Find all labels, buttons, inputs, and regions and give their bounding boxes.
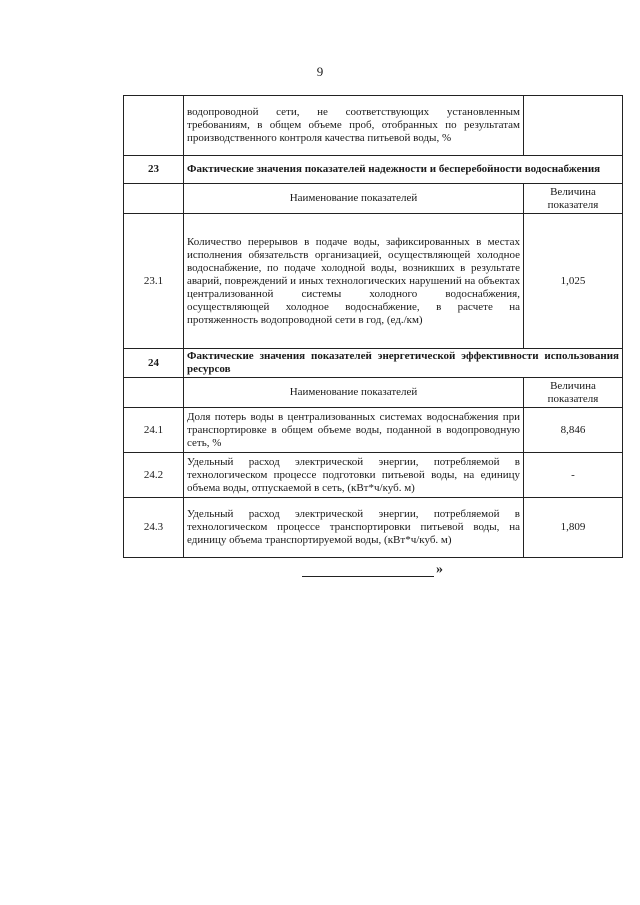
section-title: Фактические значения показателей надежности и бесперебойности водоснабжения [184,156,623,184]
table-row [124,96,623,156]
row-number-cell: 24.3 [124,498,184,558]
closing-underline [302,576,434,577]
table-row [124,408,623,453]
section-number: 24 [124,349,184,378]
closing-quote-mark: » [436,562,443,577]
section-number: 23 [124,156,184,184]
indicator-name-cell: Удельный расход электрической энергии, потребляемой в технологическом процессе транспортировки питьевой воды, на единицу объема транспортируемой воды, (кВт*ч/куб. м) [184,498,524,558]
header-row [124,378,623,408]
page-number: 9 [316,64,324,79]
indicator-name-cell: Удельный расход электрической энергии, потребляемой в технологическом процессе подготовки питьевой воды, на единицу объема воды, отпускаемой в сеть, (кВт*ч/куб. м) [184,453,524,498]
indicator-name-cell: Количество перерывов в подаче воды, зафиксированных в местах исполнения обязательств организацией, осуществляющей холодное водоснабжение, по подаче холодной воды, возникших в результате аварий, повреждений и иных технологических нарушений на объектах централизованной системы холодного водоснабжения, осуществляющей холодное водоснабжение, в расчете на протяженность водопроводной сети в год, (ед./км) [184,214,524,349]
indicator-name-cell: водопроводной сети, не соответствующих установленным требованиям, в общем объеме проб, отобранных по результатам производственного контроля качества питьевой воды, % [184,96,524,156]
row-number-cell [124,96,184,156]
section-title: Фактические значения показателей энергетической эффективности использования ресурсов [184,349,623,378]
header-name-cell: Наименование показателей [184,378,524,408]
indicator-value-cell: - [524,453,623,498]
indicator-value-cell: 1,025 [524,214,623,349]
header-empty-cell [124,378,184,408]
indicator-value-cell: 1,809 [524,498,623,558]
row-number-cell: 23.1 [124,214,184,349]
section-row [124,156,623,184]
indicator-name-cell: Доля потерь воды в централизованных системах водоснабжения при транспортировке в общем объеме воды, поданной в водопроводную сеть, % [184,408,524,453]
header-value-cell: Величина показателя [524,378,623,408]
header-value-cell: Величина показателя [524,184,623,214]
row-number-cell: 24.1 [124,408,184,453]
section-row [124,349,623,378]
indicators-table [123,95,623,558]
header-name-cell: Наименование показателей [184,184,524,214]
table-row [124,214,623,349]
indicator-value-cell: 8,846 [524,408,623,453]
row-number-cell: 24.2 [124,453,184,498]
header-row [124,184,623,214]
table-row [124,453,623,498]
indicator-value-cell [524,96,623,156]
header-empty-cell [124,184,184,214]
table-row [124,498,623,558]
